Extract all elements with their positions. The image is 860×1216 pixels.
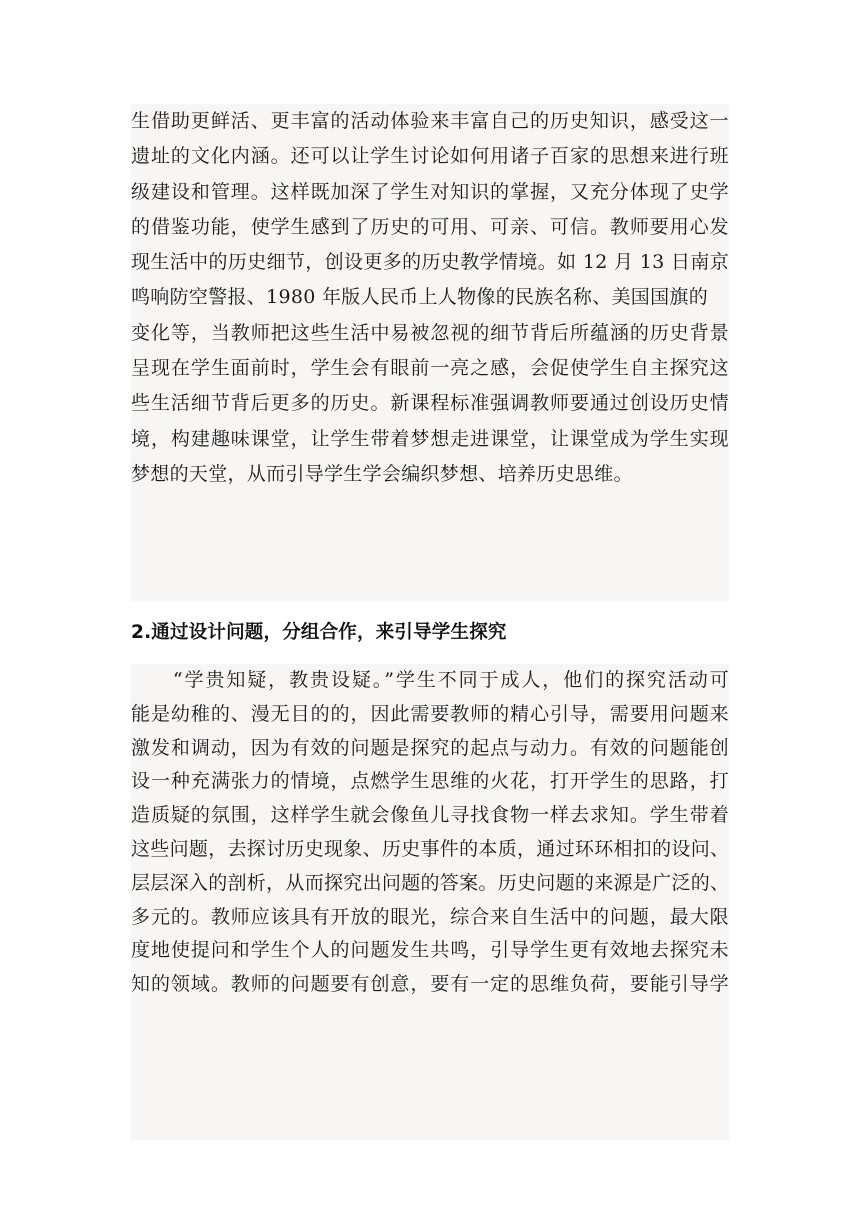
section-heading: 2.通过设计问题，分组合作，来引导学生探究 — [131, 622, 507, 643]
body-paragraph-1 — [131, 104, 729, 601]
text-line: 些生活细节背后更多的历史。新课程标准强调教师要通过创设历史情 — [131, 392, 729, 415]
body-paragraph-2 — [131, 664, 729, 1140]
text-line: 现生活中的历史细节，创设更多的历史教学情境。如 12 月 13 日南京 — [131, 251, 729, 274]
text-line: 这些问题，去探讨历史现象、历史事件的本质，通过环环相扣的设问、 — [131, 837, 729, 860]
text-line: 生借助更鲜活、更丰富的活动体验来丰富自己的历史知识，感受这一 — [131, 110, 729, 132]
text-line: “学贵知疑，教贵设疑。”学生不同于成人，他们的探究活动可 — [131, 669, 729, 691]
text-line: 级建设和管理。这样既加深了学生对知识的掌握，又充分体现了史学 — [131, 180, 729, 203]
text-line: 遗址的文化内涵。还可以让学生讨论如何用诸子百家的思想来进行班 — [131, 145, 729, 168]
text-line: 层层深入的剖析，从而探究出问题的答案。历史问题的来源是广泛的、 — [131, 871, 729, 894]
text-line: 造质疑的氛围，这样学生就会像鱼儿寻找食物一样去求知。学生带着 — [131, 804, 729, 827]
text-line: 度地使提问和学生个人的问题发生共鸣，引导学生更有效地去探究未 — [131, 939, 729, 962]
text-line: 呈现在学生面前时，学生会有眼前一亮之感，会促使学生自主探究这 — [131, 357, 729, 380]
text-line: 设一种充满张力的情境，点燃学生思维的火花，打开学生的思路，打 — [131, 770, 729, 793]
text-line: 激发和调动，因为有效的问题是探究的起点与动力。有效的问题能创 — [131, 736, 729, 759]
text-line: 境，构建趣味课堂，让学生带着梦想走进课堂，让课堂成为学生实现 — [131, 427, 729, 450]
text-line: 知的领域。教师的问题要有创意，要有一定的思维负荷，要能引导学 — [131, 973, 729, 996]
text-line: 鸣响防空警报、1980 年版人民币上人物像的民族名称、美国国旗的 — [131, 286, 708, 309]
text-line: 多元的。教师应该具有开放的眼光，综合来自生活中的问题，最大限 — [131, 905, 729, 928]
text-line: 能是幼稚的、漫无目的的，因此需要教师的精心引导，需要用问题来 — [131, 702, 729, 725]
text-line: 变化等，当教师把这些生活中易被忽视的细节背后所蕴涵的历史背景 — [131, 321, 729, 344]
text-line: 梦想的天堂，从而引导学生学会编织梦想、培养历史思维。 — [131, 462, 633, 485]
text-line: 的借鉴功能，使学生感到了历史的可用、可亲、可信。教师要用心发 — [131, 215, 729, 238]
